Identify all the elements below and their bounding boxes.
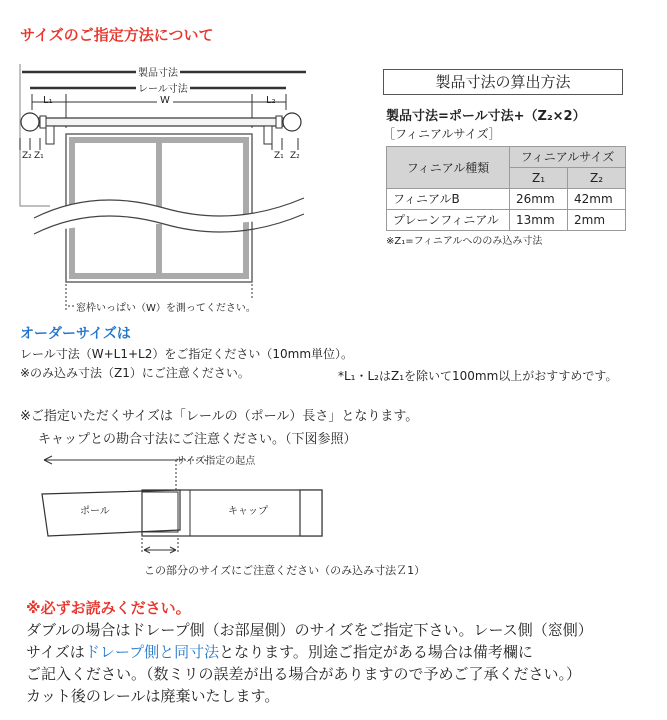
z1-left-label: Z₁ — [34, 151, 44, 161]
bracket-left — [46, 126, 54, 144]
cap-fit-note: キャップとの勘合寸法にご注意ください。（下図参照） — [38, 432, 357, 447]
calc-formula: 製品寸法=ポール寸法+（Z₂×2） — [386, 109, 586, 124]
pole-label: ポール — [80, 506, 110, 517]
th-z2: Z₂ — [568, 168, 626, 189]
order-line-2: ※のみ込み寸法（Z1）にご注意ください。 — [20, 366, 250, 380]
page-title: サイズのご指定方法について — [20, 26, 214, 44]
l1-label: L₁ — [43, 95, 53, 106]
cell-finial-name: フィニアルB — [387, 189, 510, 210]
z1-right-label: Z₁ — [274, 151, 284, 161]
warning-line-2c: となります。別途ご指定がある場合は備考欄に — [219, 643, 533, 661]
cap-fit-diagram — [30, 452, 340, 572]
cell-z1: 13mm — [510, 210, 568, 231]
finial-size-label: ［フィニアルサイズ］ — [383, 127, 501, 141]
calc-title-box — [383, 69, 623, 95]
l2-label: L₂ — [266, 95, 276, 106]
cell-z2: 2mm — [568, 210, 626, 231]
finial-size-table — [386, 146, 626, 231]
calc-title: 製品寸法の算出方法 — [435, 73, 571, 91]
insertion-size-note: この部分のサイズにご注意ください（のみ込み寸法Ｚ1） — [144, 564, 426, 577]
z1-note: ※Z₁=フィニアルへののみ込み寸法 — [386, 236, 543, 247]
product-size-label: 製品寸法 — [136, 64, 180, 79]
warning-line-2 — [26, 641, 533, 663]
recommend-note: *L₁・L₂はZ₁を除いて100mm以上がおすすめです。 — [338, 369, 618, 383]
order-line-1: レール寸法（W+L1+L2）をご指定ください（10mm単位）。 — [20, 347, 354, 361]
finial-left — [21, 113, 39, 131]
frame-measure-note: 窓枠いっぱい（W）を測ってください。 — [74, 299, 258, 314]
warning-line-1: ダブルの場合はドレープ側（お部屋側）のサイズをご指定下さい。レース側（窓側） — [26, 621, 593, 639]
start-point-label: サイズ指定の起点 — [176, 456, 256, 467]
table-row — [387, 210, 626, 231]
table-row — [387, 189, 626, 210]
pole-length-note: ※ご指定いただくサイズは「レールの（ポール）長さ」となります。 — [20, 409, 419, 424]
th-finial-type: フィニアル種類 — [387, 147, 510, 189]
cell-finial-name: プレーンフィニアル — [387, 210, 510, 231]
pole-shape — [42, 490, 180, 536]
rail-size-label: レール寸法 — [136, 80, 190, 95]
warning-line-3: ご記入ください。（数ミリの誤差が出る場合がありますので予めご了承ください。） — [26, 665, 582, 683]
th-finial-size: フィニアルサイズ — [510, 147, 626, 168]
cell-z2: 42mm — [568, 189, 626, 210]
w-label: W — [157, 95, 173, 106]
order-size-heading: オーダーサイズは — [20, 326, 131, 342]
finial-right — [283, 113, 301, 131]
warning-line-4: カット後のレールは廃棄いたします。 — [26, 687, 280, 705]
cell-z1: 26mm — [510, 189, 568, 210]
th-z1: Z₁ — [510, 168, 568, 189]
cap-end — [300, 490, 322, 536]
z2-left-label: Z₂ — [22, 151, 32, 161]
pole — [34, 118, 284, 126]
warning-line-2a: サイズは — [26, 643, 85, 661]
cap-label: キャップ — [228, 506, 268, 517]
warning-title: ※必ずお読みください。 — [26, 599, 191, 617]
bracket-right — [264, 126, 272, 144]
same-size-highlight: ドレープ側と同寸法 — [84, 643, 220, 661]
z2-right-label: Z₂ — [290, 151, 300, 161]
